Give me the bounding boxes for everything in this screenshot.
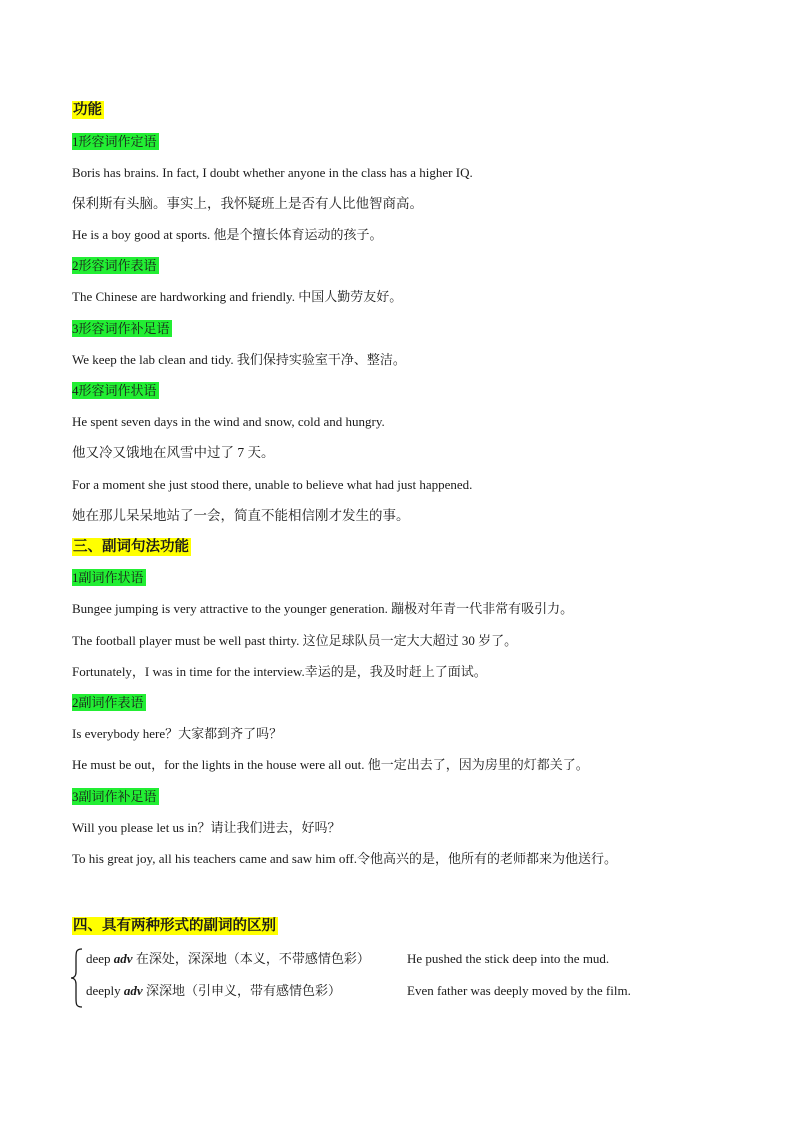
example-line: 保利斯有头脑。事实上，我怀疑班上是否有人比他智商高。 (72, 196, 423, 211)
curly-brace-icon (70, 948, 84, 1008)
example-line: Fortunately，I was in time for the interview.幸运的是，我及时赶上了面试。 (72, 664, 487, 679)
example-line: Will you please let us in？请让我们进去，好吗？ (72, 820, 341, 835)
comparison-row-deeply: deeply adv 深深地（引申义，带有感情色彩） (86, 983, 341, 998)
subheading-adv-complement: 3副词作补足语 (72, 789, 157, 804)
example-line: 她在那儿呆呆地站了一会，简直不能相信刚才发生的事。 (72, 508, 410, 523)
example-line: To his great joy, all his teachers came and saw him off.令他高兴的是，他所有的老师都来为他送行。 (72, 851, 618, 866)
subheading-adv-adverbial: 1副词作状语 (72, 570, 144, 585)
example-line: He spent seven days in the wind and snow, cold and hungry. (72, 414, 385, 429)
subheading-adj-adverbial: 4形容词作状语 (72, 383, 157, 398)
example-line: Boris has brains. In fact, I doubt whether anyone in the class has a higher IQ. (72, 165, 473, 180)
subheading-adj-complement: 3形容词作补足语 (72, 321, 170, 336)
comparison-row-deep: deep adv 在深处，深深地（本义，不带感情色彩） (86, 951, 370, 966)
subheading-adv-predicative: 2副词作表语 (72, 695, 144, 710)
example-line: Bungee jumping is very attractive to the younger generation. 蹦极对年青一代非常有吸引力。 (72, 601, 574, 616)
section-heading-adverb-function: 三、副词句法功能 (73, 539, 189, 555)
comparison-example-deeply: Even father was deeply moved by the film. (407, 983, 631, 998)
subheading-adj-predicative: 2形容词作表语 (72, 258, 157, 273)
example-line: He must be out，for the lights in the house were all out. 他一定出去了，因为房里的灯都关了。 (72, 757, 589, 772)
example-line: We keep the lab clean and tidy. 我们保持实验室干净、整洁。 (72, 352, 406, 367)
example-line: The football player must be well past thirty. 这位足球队员一定大大超过 30 岁了。 (72, 633, 518, 648)
example-line: 他又冷又饿地在风雪中过了 7 天。 (72, 445, 275, 460)
example-line: For a moment she just stood there, unable to believe what had just happened. (72, 477, 473, 492)
example-line: He is a boy good at sports. 他是个擅长体育运动的孩子。 (72, 227, 383, 242)
section-heading-two-forms: 四、具有两种形式的副词的区别 (73, 918, 276, 934)
comparison-example-deep: He pushed the stick deep into the mud. (407, 951, 610, 966)
section-heading-function: 功能 (73, 102, 102, 118)
example-line: The Chinese are hardworking and friendly. 中国人勤劳友好。 (72, 289, 403, 304)
example-line: Is everybody here？大家都到齐了吗？ (72, 726, 283, 741)
subheading-adj-attributive: 1形容词作定语 (72, 134, 157, 149)
